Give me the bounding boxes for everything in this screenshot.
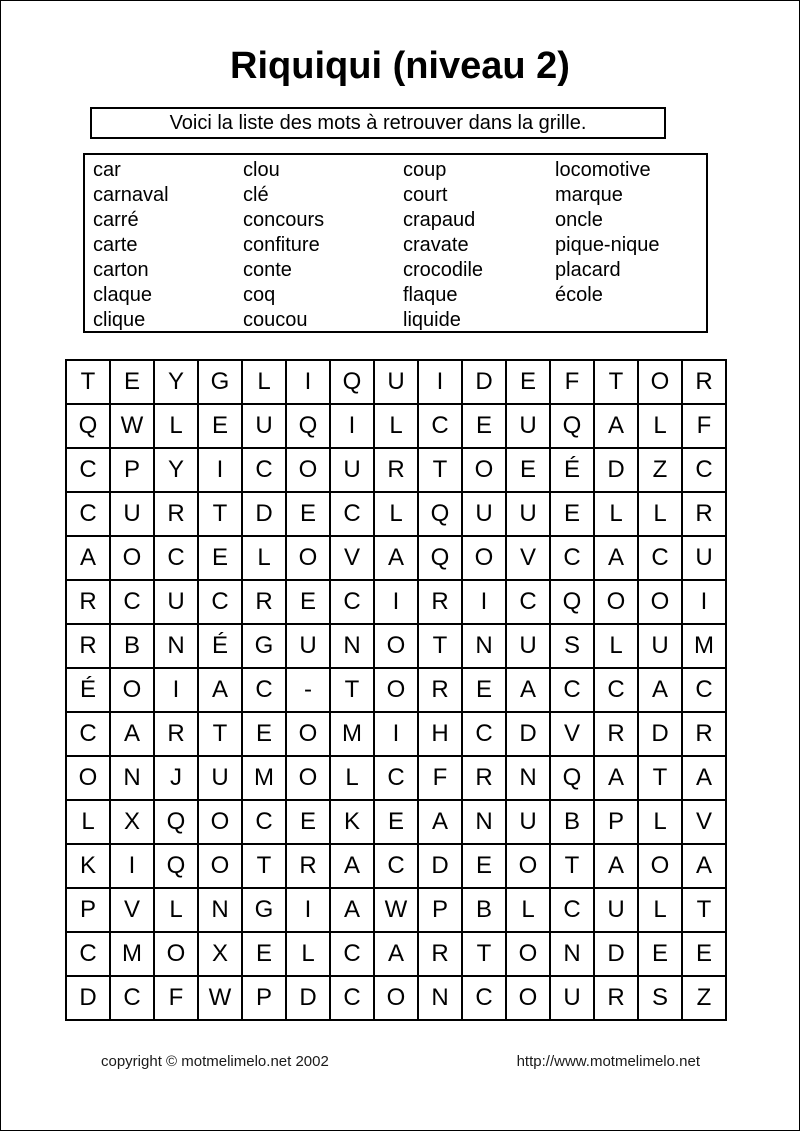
grid-cell: A xyxy=(683,845,725,887)
word-item: placard xyxy=(555,259,621,281)
grid-cell: O xyxy=(155,933,197,975)
grid-cell: N xyxy=(155,625,197,667)
word-item: car xyxy=(93,159,121,181)
word-item: carton xyxy=(93,259,149,281)
grid-cell: C xyxy=(419,405,461,447)
grid-cell: G xyxy=(199,361,241,403)
grid-cell: I xyxy=(375,581,417,623)
grid-cell: O xyxy=(199,801,241,843)
grid-cell: Q xyxy=(551,757,593,799)
grid-cell: T xyxy=(199,493,241,535)
grid-cell: R xyxy=(67,581,109,623)
grid-cell: U xyxy=(507,801,549,843)
grid-cell: O xyxy=(375,669,417,711)
grid-cell: G xyxy=(243,889,285,931)
grid-cell: U xyxy=(331,449,373,491)
grid-cell: Z xyxy=(683,977,725,1019)
grid-cell: F xyxy=(551,361,593,403)
grid-cell: C xyxy=(375,845,417,887)
grid-cell: E xyxy=(683,933,725,975)
grid-cell: E xyxy=(507,361,549,403)
grid-cell: É xyxy=(199,625,241,667)
word-item: claque xyxy=(93,284,152,306)
grid-cell: V xyxy=(551,713,593,755)
grid-cell: C xyxy=(507,581,549,623)
grid-cell: U xyxy=(683,537,725,579)
grid-cell: L xyxy=(155,889,197,931)
grid-cell: O xyxy=(463,449,505,491)
grid-cell: C xyxy=(551,669,593,711)
grid-cell: E xyxy=(551,493,593,535)
grid-cell: O xyxy=(287,713,329,755)
grid-cell: H xyxy=(419,713,461,755)
grid-cell: R xyxy=(463,757,505,799)
grid-cell: U xyxy=(595,889,637,931)
grid-cell: D xyxy=(67,977,109,1019)
instruction-box xyxy=(90,107,666,139)
grid-cell: R xyxy=(155,493,197,535)
grid-cell: Z xyxy=(639,449,681,491)
grid-cell: P xyxy=(595,801,637,843)
grid-cell: X xyxy=(199,933,241,975)
grid-cell: E xyxy=(639,933,681,975)
grid-cell: E xyxy=(463,405,505,447)
grid-cell: É xyxy=(67,669,109,711)
grid-cell: C xyxy=(67,493,109,535)
grid-cell: I xyxy=(463,581,505,623)
grid-cell: T xyxy=(419,625,461,667)
grid-cell: U xyxy=(287,625,329,667)
letter-grid xyxy=(65,359,727,1021)
grid-cell: T xyxy=(331,669,373,711)
grid-cell: K xyxy=(67,845,109,887)
word-item: carnaval xyxy=(93,184,169,206)
grid-cell: C xyxy=(111,977,153,1019)
grid-cell: A xyxy=(595,405,637,447)
grid-cell: C xyxy=(463,713,505,755)
grid-cell: T xyxy=(595,361,637,403)
grid-cell: Q xyxy=(551,581,593,623)
grid-cell: M xyxy=(243,757,285,799)
grid-cell: C xyxy=(683,669,725,711)
grid-cell: Q xyxy=(419,493,461,535)
word-item: carte xyxy=(93,234,138,256)
grid-cell: L xyxy=(595,493,637,535)
grid-cell: N xyxy=(419,977,461,1019)
grid-cell: A xyxy=(595,845,637,887)
grid-cell: R xyxy=(595,977,637,1019)
grid-cell: Q xyxy=(287,405,329,447)
grid-cell: F xyxy=(683,405,725,447)
grid-cell: N xyxy=(507,757,549,799)
grid-cell: I xyxy=(199,449,241,491)
grid-cell: N xyxy=(463,625,505,667)
grid-cell: Q xyxy=(155,845,197,887)
grid-cell: D xyxy=(463,361,505,403)
word-item: coup xyxy=(403,159,447,181)
grid-cell: V xyxy=(331,537,373,579)
grid-cell: I xyxy=(111,845,153,887)
word-list xyxy=(83,153,708,333)
word-item: cravate xyxy=(403,234,469,256)
grid-cell: F xyxy=(419,757,461,799)
grid-cell: U xyxy=(551,977,593,1019)
grid-cell: N xyxy=(463,801,505,843)
grid-cell: T xyxy=(419,449,461,491)
grid-cell: L xyxy=(595,625,637,667)
grid-cell: L xyxy=(287,933,329,975)
grid-cell: C xyxy=(463,977,505,1019)
grid-cell: N xyxy=(111,757,153,799)
grid-cell: O xyxy=(67,757,109,799)
grid-cell: A xyxy=(419,801,461,843)
grid-cell: C xyxy=(551,889,593,931)
grid-cell: E xyxy=(375,801,417,843)
grid-cell: L xyxy=(155,405,197,447)
grid-cell: E xyxy=(199,537,241,579)
grid-cell: T xyxy=(683,889,725,931)
word-item: coq xyxy=(243,284,276,306)
grid-cell: L xyxy=(639,493,681,535)
grid-cell: E xyxy=(463,669,505,711)
grid-cell: O xyxy=(463,537,505,579)
grid-cell: U xyxy=(199,757,241,799)
grid-cell: R xyxy=(683,361,725,403)
grid-cell: O xyxy=(639,845,681,887)
grid-cell: Q xyxy=(419,537,461,579)
grid-cell: C xyxy=(67,713,109,755)
grid-cell: U xyxy=(463,493,505,535)
grid-cell: I xyxy=(419,361,461,403)
grid-cell: E xyxy=(287,493,329,535)
grid-cell: M xyxy=(331,713,373,755)
grid-cell: O xyxy=(595,581,637,623)
grid-cell: C xyxy=(683,449,725,491)
word-item: crapaud xyxy=(403,209,476,231)
grid-cell: C xyxy=(243,669,285,711)
grid-cell: Q xyxy=(155,801,197,843)
word-item: conte xyxy=(243,259,292,281)
grid-cell: W xyxy=(111,405,153,447)
word-item: clé xyxy=(243,184,269,206)
grid-cell: U xyxy=(111,493,153,535)
grid-cell: E xyxy=(507,449,549,491)
grid-cell: L xyxy=(375,493,417,535)
grid-cell: I xyxy=(287,361,329,403)
word-item: crocodile xyxy=(403,259,484,281)
grid-cell: - xyxy=(287,669,329,711)
word-item: confiture xyxy=(243,234,320,256)
grid-cell: Y xyxy=(155,361,197,403)
grid-cell: I xyxy=(287,889,329,931)
grid-cell: E xyxy=(463,845,505,887)
grid-cell: D xyxy=(507,713,549,755)
grid-cell: N xyxy=(331,625,373,667)
grid-cell: R xyxy=(419,933,461,975)
grid-cell: C xyxy=(199,581,241,623)
grid-cell: T xyxy=(639,757,681,799)
grid-cell: T xyxy=(551,845,593,887)
grid-cell: E xyxy=(243,933,285,975)
grid-cell: C xyxy=(331,581,373,623)
grid-cell: B xyxy=(551,801,593,843)
grid-cell: L xyxy=(639,405,681,447)
grid-cell: É xyxy=(551,449,593,491)
grid-cell: A xyxy=(375,933,417,975)
grid-cell: E xyxy=(199,405,241,447)
grid-cell: B xyxy=(463,889,505,931)
grid-cell: P xyxy=(67,889,109,931)
grid-cell: O xyxy=(287,757,329,799)
grid-cell: T xyxy=(243,845,285,887)
word-column-1 xyxy=(93,158,169,333)
instruction-text: Voici la liste des mots à retrouver dans la grille. xyxy=(169,111,587,134)
grid-cell: A xyxy=(199,669,241,711)
grid-cell: W xyxy=(199,977,241,1019)
grid-cell: E xyxy=(287,801,329,843)
grid-cell: V xyxy=(683,801,725,843)
grid-cell: A xyxy=(683,757,725,799)
grid-cell: D xyxy=(419,845,461,887)
grid-cell: R xyxy=(243,581,285,623)
grid-cell: C xyxy=(639,537,681,579)
word-item: clou xyxy=(243,159,280,181)
grid-cell: E xyxy=(111,361,153,403)
grid-cell: W xyxy=(375,889,417,931)
grid-cell: K xyxy=(331,801,373,843)
grid-cell: R xyxy=(683,713,725,755)
grid-cell: C xyxy=(155,537,197,579)
grid-cell: O xyxy=(287,537,329,579)
grid-cell: A xyxy=(595,757,637,799)
grid-cell: E xyxy=(243,713,285,755)
grid-cell: U xyxy=(507,625,549,667)
grid-cell: Q xyxy=(551,405,593,447)
grid-cell: A xyxy=(331,845,373,887)
word-item: locomotive xyxy=(555,159,651,181)
grid-cell: C xyxy=(67,933,109,975)
grid-cell: E xyxy=(287,581,329,623)
grid-cell: U xyxy=(507,405,549,447)
grid-cell: D xyxy=(595,933,637,975)
grid-cell: O xyxy=(375,977,417,1019)
word-item: marque xyxy=(555,184,623,206)
grid-cell: V xyxy=(507,537,549,579)
grid-cell: U xyxy=(375,361,417,403)
grid-cell: Y xyxy=(155,449,197,491)
grid-cell: U xyxy=(639,625,681,667)
grid-cell: O xyxy=(111,669,153,711)
grid-cell: D xyxy=(287,977,329,1019)
grid-cell: O xyxy=(639,581,681,623)
grid-cell: T xyxy=(463,933,505,975)
grid-cell: O xyxy=(199,845,241,887)
page-title: Riquiqui (niveau 2) xyxy=(230,45,570,87)
grid-cell: D xyxy=(595,449,637,491)
word-item: coucou xyxy=(243,309,308,331)
grid-cell: Q xyxy=(331,361,373,403)
grid-cell: R xyxy=(67,625,109,667)
grid-cell: A xyxy=(375,537,417,579)
copyright-text: copyright © motmelimelo.net 2002 xyxy=(101,1053,329,1070)
grid-cell: C xyxy=(243,801,285,843)
grid-cell: S xyxy=(551,625,593,667)
grid-cell: O xyxy=(507,977,549,1019)
grid-cell: I xyxy=(683,581,725,623)
word-column-2 xyxy=(243,158,324,333)
grid-cell: N xyxy=(551,933,593,975)
grid-cell: C xyxy=(331,933,373,975)
grid-cell: R xyxy=(155,713,197,755)
grid-cell: U xyxy=(243,405,285,447)
grid-cell: R xyxy=(595,713,637,755)
grid-cell: L xyxy=(639,889,681,931)
grid-cell: D xyxy=(243,493,285,535)
grid-cell: T xyxy=(67,361,109,403)
grid-cell: C xyxy=(243,449,285,491)
word-item: concours xyxy=(243,209,325,231)
grid-cell: R xyxy=(287,845,329,887)
grid-cell: O xyxy=(507,933,549,975)
word-item: oncle xyxy=(555,209,603,231)
grid-cell: P xyxy=(243,977,285,1019)
word-column-4 xyxy=(555,158,660,308)
grid-cell: C xyxy=(111,581,153,623)
grid-cell: R xyxy=(419,669,461,711)
grid-cell: I xyxy=(331,405,373,447)
grid-cell: L xyxy=(639,801,681,843)
grid-cell: R xyxy=(375,449,417,491)
grid-cell: O xyxy=(287,449,329,491)
grid-cell: V xyxy=(111,889,153,931)
grid-cell: A xyxy=(639,669,681,711)
grid-cell: L xyxy=(507,889,549,931)
grid-cell: O xyxy=(639,361,681,403)
word-item: pique-nique xyxy=(555,234,660,256)
grid-cell: P xyxy=(419,889,461,931)
grid-cell: A xyxy=(331,889,373,931)
grid-cell: R xyxy=(419,581,461,623)
grid-cell: G xyxy=(243,625,285,667)
grid-cell: L xyxy=(243,537,285,579)
word-column-3 xyxy=(403,158,483,333)
grid-cell: O xyxy=(111,537,153,579)
grid-cell: Q xyxy=(67,405,109,447)
word-item: court xyxy=(403,184,448,206)
grid-cell: U xyxy=(155,581,197,623)
grid-cell: X xyxy=(111,801,153,843)
grid-cell: D xyxy=(639,713,681,755)
grid-cell: O xyxy=(507,845,549,887)
grid-cell: M xyxy=(111,933,153,975)
grid-cell: A xyxy=(595,537,637,579)
word-item: école xyxy=(555,284,603,306)
grid-cell: J xyxy=(155,757,197,799)
grid-cell: A xyxy=(111,713,153,755)
grid-cell: I xyxy=(375,713,417,755)
grid-cell: U xyxy=(507,493,549,535)
grid-cell: N xyxy=(199,889,241,931)
grid-cell: P xyxy=(111,449,153,491)
word-item: clique xyxy=(93,309,146,331)
grid-cell: L xyxy=(243,361,285,403)
grid-cell: A xyxy=(507,669,549,711)
word-item: liquide xyxy=(403,309,461,331)
grid-cell: I xyxy=(155,669,197,711)
grid-cell: C xyxy=(551,537,593,579)
grid-cell: C xyxy=(331,977,373,1019)
website-url-text: http://www.motmelimelo.net xyxy=(516,1053,700,1070)
grid-cell: C xyxy=(331,493,373,535)
grid-cell: L xyxy=(67,801,109,843)
grid-cell: C xyxy=(67,449,109,491)
grid-cell: B xyxy=(111,625,153,667)
grid-cell: O xyxy=(375,625,417,667)
grid-cell: C xyxy=(375,757,417,799)
grid-cell: L xyxy=(375,405,417,447)
grid-cell: F xyxy=(155,977,197,1019)
grid-cell: T xyxy=(199,713,241,755)
grid-cell: C xyxy=(595,669,637,711)
grid-cell: M xyxy=(683,625,725,667)
word-item: carré xyxy=(93,209,139,231)
grid-cell: A xyxy=(67,537,109,579)
grid-cell: S xyxy=(639,977,681,1019)
grid-cell: R xyxy=(683,493,725,535)
word-item: flaque xyxy=(403,284,458,306)
grid-cell: L xyxy=(331,757,373,799)
